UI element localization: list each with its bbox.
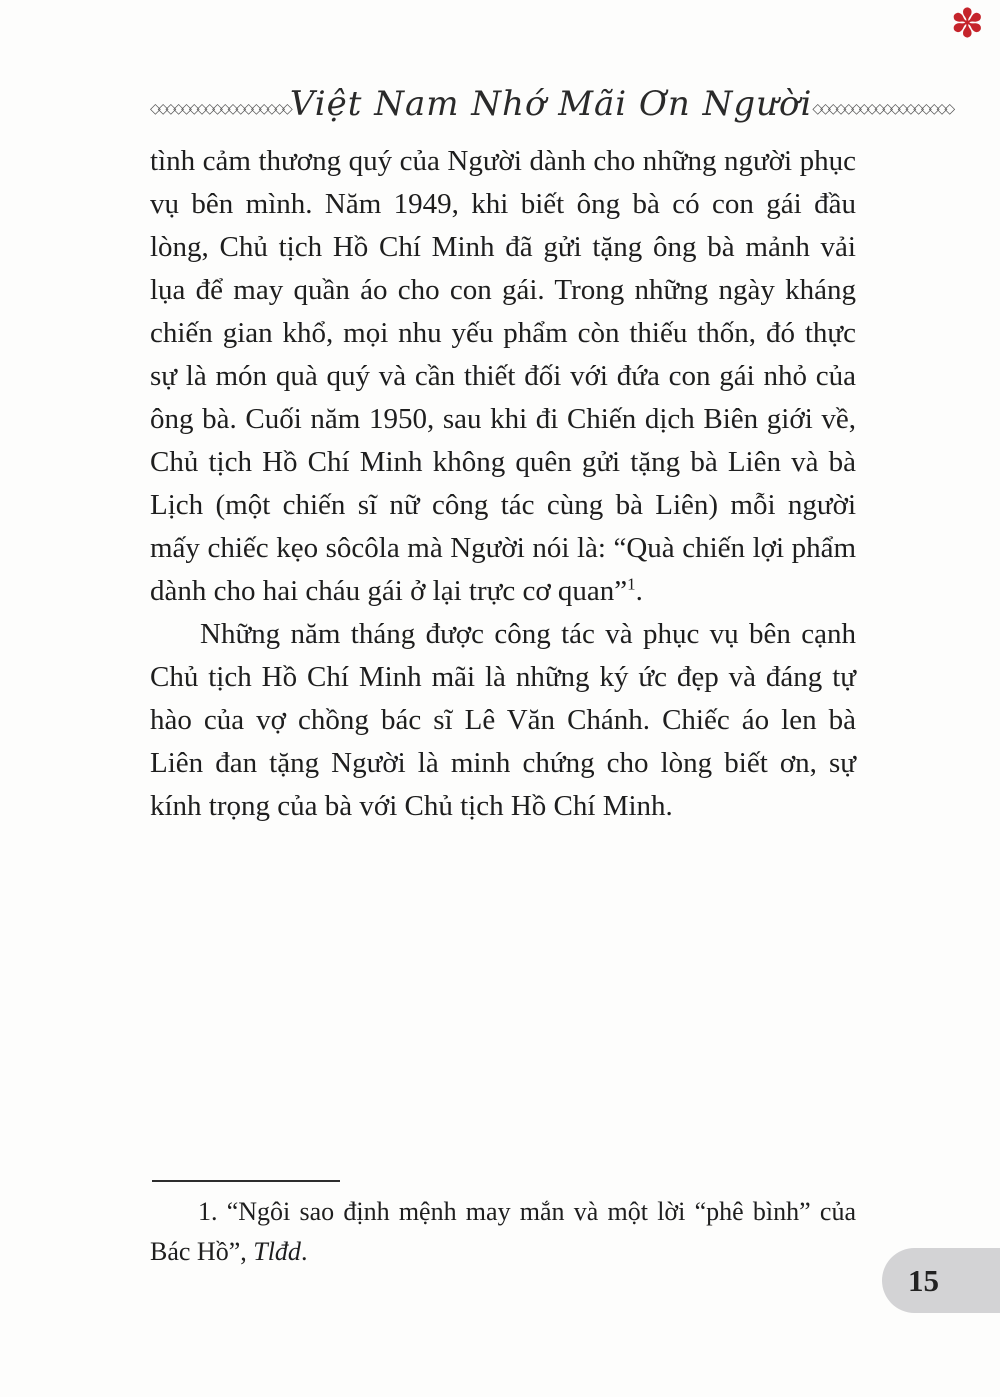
footnote [150, 1192, 856, 1272]
diamond-chain-ornament-right: ◇◇◇◇◇◇◇◇◇◇◇◇◇◇◇◇◇◇ [812, 101, 953, 117]
footnote-text: “Ngôi sao định mệnh may mắn và một lời “phê bình” của Bác Hồ”, [150, 1197, 856, 1266]
footnote-number: 1. [198, 1197, 218, 1226]
page-number-pill [882, 1248, 1000, 1313]
body-paragraph [150, 613, 856, 828]
page-number: 15 [908, 1262, 939, 1298]
running-header-title: Việt Nam Nhớ Mãi Ơn Người [289, 84, 813, 124]
footnote-text-suffix: . [300, 1237, 308, 1266]
paragraph-text: tình cảm thương quý của Người dành cho những người phục vụ bên mình. Năm 1949, khi biết ông bà có con gái đầu lòng, Chủ tịch Hồ Chí Minh đã gửi tặng ông bà mảnh vải lụa để may quần áo cho con gái. Trong những ngày kháng chiến gian khổ, mọi nhu yếu phẩm còn thiếu thốn, đó thực sự là món quà quý và cần thiết đối với đứa con gái nhỏ của ông bà. Cuối năm 1950, sau khi đi Chiến dịch Biên giới về, Chủ tịch Hồ Chí Minh không quên gửi tặng bà Liên và bà Lịch (một chiến sĩ nữ công tác cùng bà Liên) mỗi người mấy chiếc kẹo sôcôla mà Người nói là: “Quà chiến lợi phẩm dành cho hai cháu gái ở lại trực cơ quan” [150, 145, 856, 607]
flower-ornament-icon: ✽ [950, 1, 984, 47]
page-body [150, 140, 856, 828]
footnote-separator-rule [152, 1180, 340, 1182]
body-paragraph [150, 140, 856, 613]
footnote-source-abbreviation: Tlđd [253, 1237, 301, 1266]
paragraph-text: Những năm tháng được công tác và phục vụ bên cạnh Chủ tịch Hồ Chí Minh mãi là những ký ức đẹp và đáng tự hào của vợ chồng bác sĩ Lê Văn Chánh. Chiếc áo len bà Liên đan tặng Người là minh chứng cho lòng biết ơn, sự kính trọng của bà với Chủ tịch Hồ Chí Minh. [150, 618, 856, 822]
diamond-chain-ornament-left: ◇◇◇◇◇◇◇◇◇◇◇◇◇◇◇◇◇◇ [150, 101, 290, 117]
paragraph-text-suffix: . [635, 575, 643, 607]
footnote-reference-marker: 1 [627, 574, 636, 594]
running-header [150, 80, 953, 128]
